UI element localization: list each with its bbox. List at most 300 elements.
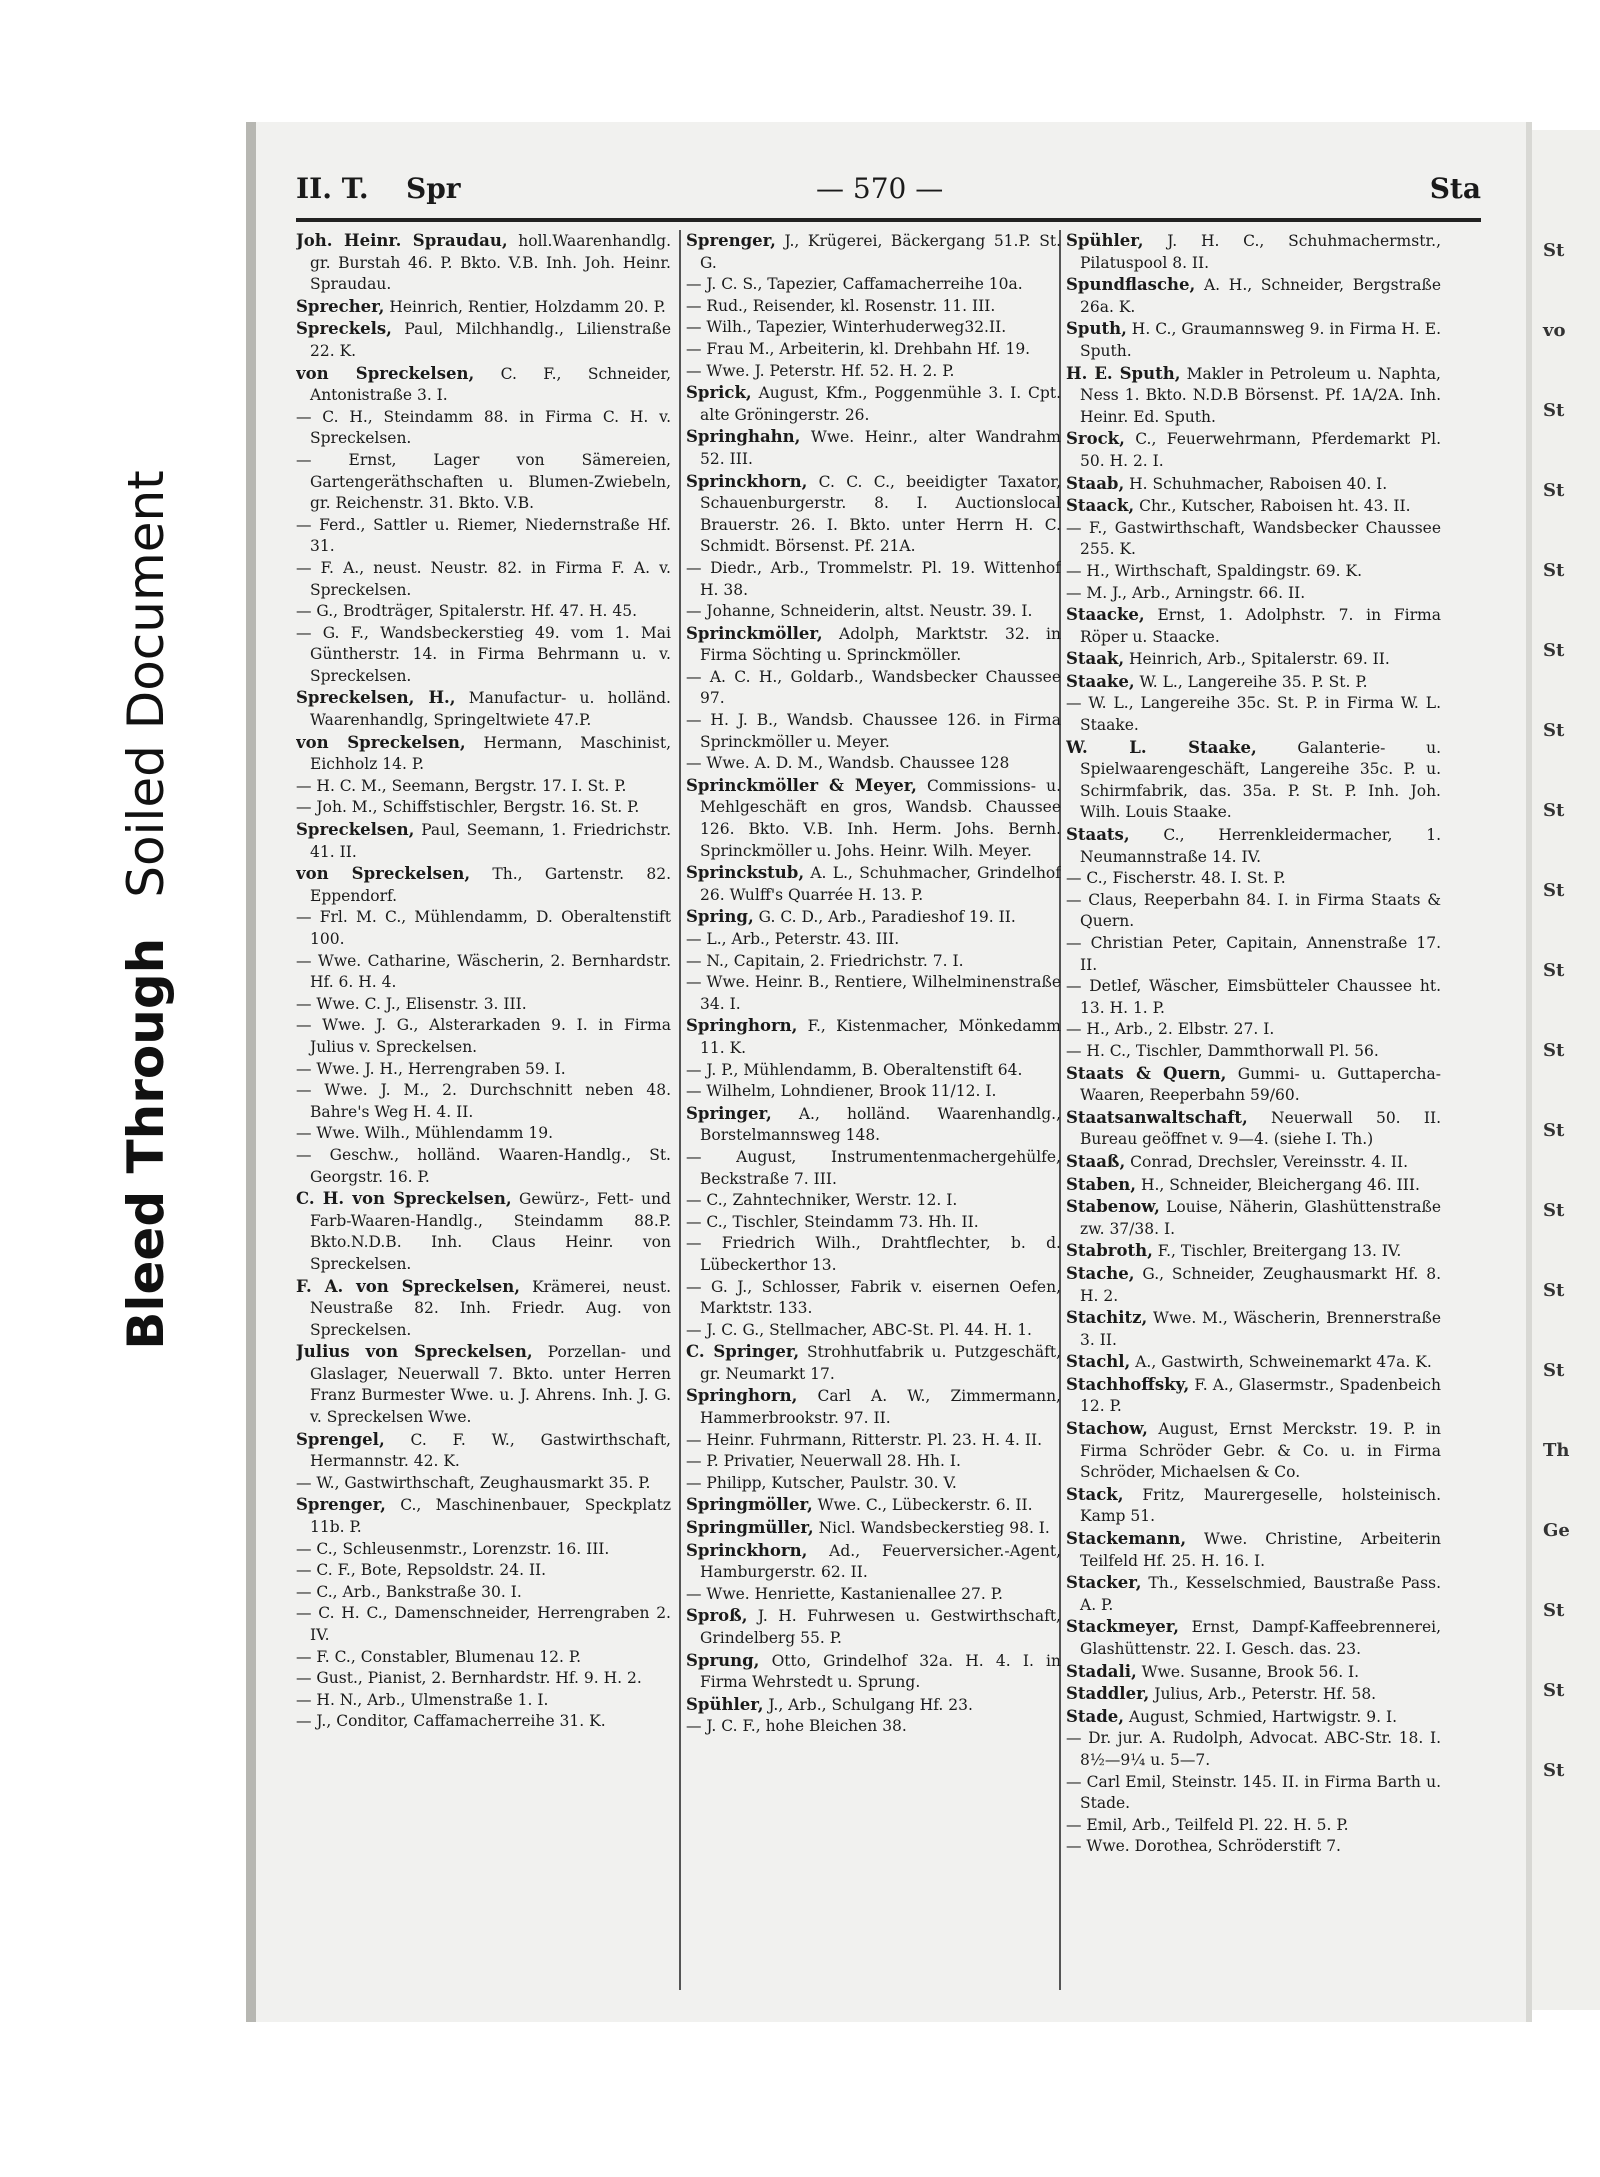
- entry-details: Hermann, Maschinist, Eichholz 14. P.: [310, 733, 671, 774]
- entry-details: — C. F., Bote, Repsoldstr. 24. II.: [296, 1561, 547, 1580]
- directory-entry: [686, 230, 1061, 274]
- directory-entry: [686, 775, 1061, 862]
- entry-name: Stade,: [1066, 1706, 1125, 1726]
- directory-entry: [1066, 1815, 1441, 1837]
- directory-entry: [1066, 1528, 1441, 1572]
- directory-entry: [686, 929, 1061, 951]
- entry-details: J., Arb., Schulgang Hf. 23.: [763, 1695, 973, 1714]
- directory-entry: [686, 1584, 1061, 1606]
- entry-details: — H., Arb., 2. Elbstr. 27. I.: [1066, 1020, 1275, 1039]
- edge-fragment: St: [1543, 400, 1565, 421]
- directory-entry: [296, 776, 671, 798]
- entry-details: — Wwe. J. H., Herrengraben 59. I.: [296, 1059, 566, 1078]
- edge-fragment: St: [1543, 800, 1565, 821]
- entry-details: J., Krügerei, Bäckergang 51.P. St. G.: [700, 232, 1061, 272]
- directory-entry: [686, 1147, 1061, 1190]
- entry-name: Springmüller,: [686, 1518, 814, 1538]
- directory-entry: [1066, 1661, 1441, 1684]
- entry-name: Srock,: [1066, 429, 1125, 449]
- entry-name: Staben,: [1066, 1174, 1137, 1194]
- entry-details: — C., Schleusenmstr., Lorenzstr. 16. III.: [296, 1539, 610, 1558]
- entry-details: — Detlef, Wäscher, Eimsbütteler Chaussee ht. 13. H. 1. P.: [1066, 977, 1441, 1017]
- header-section: II. T.: [296, 172, 369, 205]
- entry-details: Ad., Feuerversicher.-Agent, Hamburgerstr. 62. II.: [700, 1541, 1061, 1582]
- directory-entry: [686, 296, 1061, 318]
- entry-name: Spreckelsen,: [296, 820, 415, 840]
- directory-entry: [1066, 1772, 1441, 1815]
- entry-details: C. C. C., beeidigter Taxator, Schauenburgerstr. 8. I. Auctionslocal Brauerstr. 26. I. Bkto. unter Herrn H. C. Schmidt. Börsenst. Pf. 21A.: [700, 472, 1061, 556]
- header-rule: [296, 218, 1481, 222]
- directory-entry: [686, 274, 1061, 296]
- entry-details: — H. J. B., Wandsb. Chaussee 126. in Firma Sprinckmöller u. Meyer.: [686, 711, 1061, 751]
- directory-entry: [1066, 561, 1441, 583]
- directory-entry: [1066, 583, 1441, 605]
- entry-details: Wwe. M., Wäscherin, Brennerstraße 3. II.: [1080, 1309, 1441, 1349]
- directory-entry: [1066, 1063, 1441, 1107]
- entry-details: — Emil, Arb., Teilfeld Pl. 22. H. 5. P.: [1066, 1815, 1349, 1834]
- edge-fragment: St: [1543, 720, 1565, 741]
- directory-entry: [1066, 1107, 1441, 1151]
- entry-details: C., Herrenkleidermacher, 1. Neumannstraße 14. IV.: [1080, 826, 1441, 866]
- directory-entry: [686, 972, 1061, 1015]
- directory-entry: [686, 1650, 1061, 1694]
- directory-entry: [686, 426, 1061, 470]
- entry-details: — Wwe. C. J., Elisenstr. 3. III.: [296, 994, 527, 1013]
- directory-entry: [686, 1190, 1061, 1212]
- entry-details: — Geschw., holländ. Waaren-Handlg., St. Georgstr. 16. P.: [296, 1145, 671, 1186]
- directory-entry: [686, 667, 1061, 710]
- entry-details: — G. F., Wandsbeckerstieg 49. vom 1. Mai Güntherstr. 14. in Firma Behrmann u. v. Spreckelsen.: [296, 623, 671, 685]
- directory-entry: [296, 994, 671, 1016]
- entry-details: — Joh. M., Schiffstischler, Bergstr. 16. St. P.: [296, 798, 640, 817]
- directory-entry: [296, 1145, 671, 1188]
- directory-entry: [1066, 737, 1441, 824]
- entry-details: — Ernst, Lager von Sämereien, Gartengeräthschaften u. Blumen-Zwiebeln, gr. Reichenstr. 31. Bkto. V.B.: [296, 450, 671, 513]
- entry-details: — G., Brodträger, Spitalerstr. Hf. 47. H. 45.: [296, 602, 638, 621]
- entry-name: Sprinckstub,: [686, 863, 805, 883]
- entry-details: — Diedr., Arb., Trommelstr. Pl. 19. Wittenhof H. 38.: [686, 558, 1061, 599]
- directory-entry: [686, 1015, 1061, 1059]
- edge-fragment: St: [1543, 1360, 1565, 1381]
- directory-entry: [296, 318, 671, 362]
- entry-details: — Wwe. A. D. M., Wandsb. Chaussee 128: [686, 754, 1010, 773]
- entry-name: C. Springer,: [686, 1342, 800, 1362]
- directory-entry: [296, 1711, 671, 1733]
- column-1: [296, 230, 671, 2010]
- directory-entry: [1066, 1836, 1441, 1858]
- entry-details: — Philipp, Kutscher, Paulstr. 30. V.: [686, 1473, 957, 1492]
- entry-details: W. L., Langereihe 35. P. St. P.: [1134, 672, 1368, 691]
- entry-name: Stachhoffsky,: [1066, 1374, 1190, 1394]
- page-number: — 570 —: [816, 172, 944, 205]
- directory-entry: [1066, 824, 1441, 868]
- entry-name: Sprinckmöller & Meyer,: [686, 775, 917, 795]
- entry-details: — Wilh., Tapezier, Winterhuderweg32.II.: [686, 318, 1007, 337]
- edge-fragment: St: [1543, 1600, 1565, 1621]
- entry-details: J. H. C., Schuhmachermstr., Pilatuspool 8. II.: [1080, 232, 1441, 272]
- entry-details: — Wwe. J. Peterstr. Hf. 52. H. 2. P.: [686, 361, 955, 380]
- entry-name: Springhorn,: [686, 1386, 798, 1406]
- directory-entry: [686, 1473, 1061, 1495]
- directory-entry: [686, 1385, 1061, 1429]
- directory-entry: [296, 1690, 671, 1712]
- entry-name: Stackmeyer,: [1066, 1617, 1179, 1637]
- entry-details: — H. C., Tischler, Dammthorwall Pl. 56.: [1066, 1041, 1379, 1060]
- directory-entry: [296, 863, 671, 907]
- entry-name: Sprenger,: [686, 231, 776, 250]
- entry-details: C. F., Schneider, Antonistraße 3. I.: [310, 364, 671, 405]
- entry-details: Ernst, 1. Adolphstr. 7. in Firma Röper u. Staacke.: [1080, 606, 1441, 646]
- directory-entry: [296, 1647, 671, 1669]
- edge-fragment: Th: [1543, 1440, 1570, 1461]
- entry-details: — W., Gastwirthschaft, Zeughausmarkt 35. P.: [296, 1473, 651, 1492]
- edge-fragment: St: [1543, 1040, 1565, 1061]
- directory-entry: [686, 1060, 1061, 1082]
- directory-entry: [1066, 976, 1441, 1019]
- entry-details: — Wwe. J. M., 2. Durchschnitt neben 48. Bahre's Weg H. 4. II.: [296, 1081, 671, 1121]
- entry-details: August, Schmied, Hartwigstr. 9. I.: [1124, 1707, 1397, 1726]
- entry-details: Wwe. Susanne, Brook 56. I.: [1136, 1662, 1360, 1681]
- entry-details: A. H., Schneider, Bergstraße 26a. K.: [1080, 276, 1441, 316]
- edge-fragment: St: [1543, 1680, 1565, 1701]
- directory-entry: [686, 317, 1061, 339]
- directory-entry: [686, 1430, 1061, 1452]
- entry-name: Stabenow,: [1066, 1197, 1160, 1217]
- entry-details: — J. C. G., Stellmacher, ABC-St. Pl. 44. H. 1.: [686, 1320, 1032, 1339]
- directory-entry: [296, 732, 671, 776]
- entry-details: F., Tischler, Breitergang 13. IV.: [1152, 1242, 1402, 1261]
- entry-details: — F. C., Constabler, Blumenau 12. P.: [296, 1647, 582, 1666]
- directory-entry: [1066, 1616, 1441, 1660]
- entry-details: G., Schneider, Zeughausmarkt Hf. 8. H. 2.: [1080, 1264, 1441, 1305]
- directory-entry: [686, 361, 1061, 383]
- directory-entry: [1066, 1351, 1441, 1374]
- entry-details: Adolph, Marktstr. 32. in Firma Söchting u. Sprinckmöller.: [700, 624, 1061, 665]
- entry-details: C. F. W., Gastwirthschaft, Hermannstr. 42. K.: [310, 1430, 671, 1471]
- directory-entry: [1066, 1196, 1441, 1240]
- entry-name: Staacke,: [1066, 605, 1145, 625]
- entry-name: Stachitz,: [1066, 1308, 1148, 1328]
- entry-details: — W. L., Langereihe 35c. St. P. in Firma W. L. Staake.: [1066, 694, 1441, 735]
- side-label: [96, 320, 196, 1500]
- directory-entry: [1066, 1706, 1441, 1729]
- directory-entry: [296, 1123, 671, 1145]
- entry-details: — J. C. S., Tapezier, Caffamacherreihe 10a.: [686, 275, 1023, 294]
- entry-details: H., Schneider, Bleichergang 46. III.: [1136, 1175, 1420, 1194]
- directory-entry: [296, 1276, 671, 1342]
- directory-entry: [296, 1429, 671, 1473]
- directory-entry: [1066, 318, 1441, 362]
- directory-entry: [296, 1015, 671, 1058]
- entry-name: Springer,: [686, 1103, 772, 1123]
- directory-entry: [1066, 1041, 1441, 1063]
- directory-entry: [686, 1277, 1061, 1320]
- directory-entry: [1066, 1174, 1441, 1197]
- directory-entry: [296, 623, 671, 688]
- entry-details: A., holländ. Waarenhandlg., Borstelmannsweg 148.: [700, 1104, 1061, 1145]
- directory-entry: [686, 382, 1061, 426]
- entry-name: Sprick,: [686, 383, 752, 403]
- entry-details: Neuerwall 50. II. Bureau geöffnet v. 9—4. (siehe I. Th.): [1080, 1108, 1441, 1149]
- directory-entry: [1066, 1572, 1441, 1616]
- entry-details: — Wwe. Heinr. B., Rentiere, Wilhelminenstraße 34. I.: [686, 973, 1061, 1013]
- entry-name: Stabroth,: [1066, 1241, 1153, 1261]
- directory-entry: [296, 558, 671, 601]
- entry-details: — Gust., Pianist, 2. Bernhardstr. Hf. 9. H. 2.: [296, 1669, 642, 1688]
- entry-details: Wwe. C., Lübeckerstr. 6. II.: [812, 1496, 1033, 1515]
- entry-name: Springmöller,: [686, 1495, 813, 1515]
- directory-entry: [1066, 933, 1441, 976]
- entry-details: Makler in Petroleum u. Naphta, Ness 1. Bkto. N.D.B Börsenst. Pf. 1A/2A. Inh. Heinr. Ed. Sputh.: [1080, 364, 1441, 426]
- edge-fragment: St: [1543, 480, 1565, 501]
- entry-details: — Friedrich Wilh., Drahtflechter, b. d. Lübeckerthor 13.: [686, 1234, 1061, 1274]
- edge-fragment: St: [1543, 1760, 1565, 1781]
- entry-name: Stadali,: [1066, 1661, 1137, 1681]
- directory-entry: [686, 623, 1061, 667]
- directory-entry: [1066, 1240, 1441, 1263]
- entry-name: Stachl,: [1066, 1352, 1131, 1372]
- directory-entry: [686, 1605, 1061, 1649]
- entry-details: — J., Conditor, Caffamacherreihe 31. K.: [296, 1712, 606, 1731]
- directory-entry: [686, 1694, 1061, 1717]
- entry-name: Staab,: [1066, 473, 1125, 493]
- directory-entry: [686, 558, 1061, 601]
- entry-details: — J. P., Mühlendamm, B. Oberaltenstift 64.: [686, 1060, 1023, 1079]
- entry-name: Staaß,: [1066, 1151, 1126, 1171]
- entry-details: — G. J., Schlosser, Fabrik v. eisernen Oefen, Marktstr. 133.: [686, 1277, 1061, 1318]
- directory-entry: [1066, 890, 1441, 933]
- entry-details: A. L., Schuhmacher, Grindelhof 26. Wulff's Quarrée H. 13. P.: [700, 864, 1061, 904]
- entry-details: G. C. D., Arb., Paradieshof 19. II.: [753, 908, 1016, 927]
- directory-entry: [686, 710, 1061, 753]
- directory-entry: [686, 753, 1061, 775]
- entry-details: — C., Arb., Bankstraße 30. I.: [296, 1582, 522, 1601]
- entry-details: — J. C. F., hohe Bleichen 38.: [686, 1717, 907, 1736]
- entry-name: Julius von Spreckelsen,: [296, 1342, 533, 1362]
- directory-entry: [1066, 1151, 1441, 1174]
- directory-entry: [1066, 428, 1441, 472]
- entry-name: von Spreckelsen,: [296, 732, 466, 752]
- directory-entry: [1066, 1374, 1441, 1418]
- directory-entry: [686, 1716, 1061, 1738]
- entry-details: Nicl. Wandsbeckerstieg 98. I.: [813, 1519, 1050, 1538]
- entry-details: Conrad, Drechsler, Vereinsstr. 4. II.: [1125, 1152, 1409, 1171]
- directory-entry: [296, 407, 671, 450]
- entry-details: — H. N., Arb., Ulmenstraße 1. I.: [296, 1690, 549, 1709]
- directory-entry: [1066, 648, 1441, 671]
- header-left-keyword: Spr: [406, 172, 461, 205]
- directory-entry: [296, 1539, 671, 1561]
- directory-entry: [296, 797, 671, 819]
- header-right-keyword: Sta: [1429, 172, 1481, 205]
- entry-details: — Wwe. Wilh., Mühlendamm 19.: [296, 1124, 554, 1143]
- directory-entry: [686, 1233, 1061, 1276]
- entry-details: — A. C. H., Goldarb., Wandsbecker Chaussee 97.: [686, 667, 1061, 708]
- entry-details: — Wwe. Dorothea, Schröderstift 7.: [1066, 1837, 1341, 1856]
- entry-name: Sprinckhorn,: [686, 471, 808, 491]
- entry-details: Gewürz-, Fett- und Farb-Waaren-Handlg., Steindamm 88.P. Bkto.N.D.B. Inh. Claus Heinr. von Spreckelsen.: [310, 1190, 671, 1273]
- directory-entry: [296, 1059, 671, 1081]
- side-label-bleed: Bleed Through: [117, 937, 176, 1350]
- directory-entry: [686, 1451, 1061, 1473]
- entry-details: Krämerei, neust. Neustraße 82. Inh. Friedr. Aug. von Spreckelsen.: [310, 1277, 671, 1339]
- directory-entry: [1066, 604, 1441, 648]
- entry-details: — Claus, Reeperbahn 84. I. in Firma Staats & Quern.: [1066, 890, 1441, 931]
- entry-details: Th., Kesselschmied, Baustraße Pass. A. P.: [1080, 1574, 1441, 1614]
- entry-details: — Ferd., Sattler u. Riemer, Niedernstraße Hf. 31.: [296, 515, 671, 556]
- directory-entry: [296, 687, 671, 731]
- entry-name: Staddler,: [1066, 1684, 1150, 1704]
- directory-entry: [686, 862, 1061, 906]
- entry-details: A., Gastwirth, Schweinemarkt 47a. K.: [1130, 1353, 1432, 1372]
- entry-details: — C., Zahntechniker, Werstr. 12. I.: [686, 1191, 958, 1210]
- column-2: [686, 230, 1061, 2010]
- directory-entry: [1066, 473, 1441, 496]
- entry-name: von Spreckelsen,: [296, 363, 475, 383]
- page-header: [296, 172, 1481, 212]
- directory-entry: [296, 1188, 671, 1275]
- directory-entry: [296, 1494, 671, 1538]
- entry-name: Spreckels,: [296, 319, 392, 339]
- entry-details: Louise, Näherin, Glashüttenstraße zw. 37/38. I.: [1080, 1198, 1441, 1238]
- entry-details: — Frl. M. C., Mühlendamm, D. Oberaltenstift 100.: [296, 908, 671, 948]
- entry-details: Paul, Milchhandlg., Lilienstraße 22. K.: [310, 320, 671, 360]
- entry-details: — Wwe. Henriette, Kastanienallee 27. P.: [686, 1584, 1003, 1603]
- directory-entry: [296, 1341, 671, 1428]
- directory-entry: [1066, 1728, 1441, 1771]
- entry-name: C. H. von Spreckelsen,: [296, 1189, 512, 1209]
- entry-details: August, Kfm., Poggenmühle 3. I. Cpt. alte Gröningerstr. 26.: [700, 384, 1061, 424]
- directory-entry: [686, 1103, 1061, 1147]
- directory-entry: [296, 907, 671, 950]
- directory-entry: [296, 1560, 671, 1582]
- entry-details: Ernst, Dampf-Kaffeebrennerei, Glashüttenstr. 22. I. Gesch. das. 23.: [1080, 1618, 1441, 1658]
- directory-entry: [296, 1582, 671, 1604]
- entry-details: Wwe. Christine, Arbeiterin Teilfeld Hf. 25. H. 16. I.: [1080, 1530, 1441, 1570]
- entry-details: — M. J., Arb., Arningstr. 66. II.: [1066, 583, 1306, 602]
- entry-name: W. L. Staake,: [1066, 737, 1257, 757]
- entry-details: — Heinr. Fuhrmann, Ritterstr. Pl. 23. H. 4. II.: [686, 1430, 1042, 1449]
- entry-name: Spreckelsen, H.,: [296, 688, 456, 708]
- directory-entry: [686, 906, 1061, 929]
- directory-entry: [686, 1341, 1061, 1385]
- directory-entry: [296, 230, 671, 296]
- edge-fragment: St: [1543, 960, 1565, 981]
- entry-details: — C. H., Steindamm 88. in Firma C. H. v. Spreckelsen.: [296, 407, 671, 448]
- edge-fragment: St: [1543, 880, 1565, 901]
- entry-details: — Frau M., Arbeiterin, kl. Drehbahn Hf. 19.: [686, 339, 1031, 358]
- entry-name: Staake,: [1066, 671, 1135, 691]
- edge-fragment: St: [1543, 1280, 1565, 1301]
- directory-entry: [296, 601, 671, 623]
- edge-fragment: Ge: [1543, 1520, 1570, 1541]
- entry-name: Sputh,: [1066, 319, 1127, 339]
- entry-name: Joh. Heinr. Spraudau,: [296, 231, 508, 250]
- edge-fragment: vo: [1543, 320, 1566, 341]
- side-label-soiled: Soiled Document: [117, 470, 176, 898]
- entry-name: Sprinckmöller,: [686, 623, 823, 643]
- entry-details: Gummi- u. Guttapercha-Waaren, Reeperbahn 59/60.: [1080, 1064, 1441, 1105]
- entry-details: Strohhutfabrik u. Putzgeschäft, gr. Neumarkt 17.: [700, 1343, 1061, 1383]
- entry-name: F. A. von Spreckelsen,: [296, 1276, 521, 1296]
- entry-details: — L., Arb., Peterstr. 43. III.: [686, 930, 900, 948]
- directory-entry: [1066, 671, 1441, 694]
- directory-entry: [686, 1212, 1061, 1234]
- entry-name: Staats,: [1066, 825, 1130, 845]
- entry-details: Heinrich, Arb., Spitalerstr. 69. II.: [1124, 650, 1390, 669]
- directory-entry: [296, 450, 671, 515]
- directory-entry: [296, 296, 671, 319]
- entry-name: Spring,: [686, 907, 754, 927]
- directory-entry: [1066, 1263, 1441, 1307]
- entry-details: — F. A., neust. Neustr. 82. in Firma F. A. v. Spreckelsen.: [296, 558, 671, 599]
- directory-entry: [686, 471, 1061, 558]
- entry-details: Carl A. W., Zimmermann, Hammerbrookstr. 97. II.: [700, 1387, 1061, 1428]
- entry-details: Fritz, Maurergeselle, holsteinisch. Kamp 51.: [1080, 1485, 1441, 1526]
- directory-entry: [686, 601, 1061, 623]
- entry-details: — Rud., Reisender, kl. Rosenstr. 11. III.: [686, 296, 996, 315]
- edge-fragment: St: [1543, 1200, 1565, 1221]
- directory-entry: [1066, 868, 1441, 890]
- entry-name: Stache,: [1066, 1263, 1135, 1283]
- entry-name: von Spreckelsen,: [296, 864, 471, 884]
- directory-entry: [1066, 1683, 1441, 1706]
- column-divider: [679, 230, 681, 1990]
- directory-entry: [296, 1080, 671, 1123]
- entry-name: Sprung,: [686, 1650, 760, 1670]
- directory-entry: [1066, 693, 1441, 736]
- directory-entry: [1066, 1307, 1441, 1351]
- entry-details: — Wwe. J. G., Alsterarkaden 9. I. in Firma Julius v. Spreckelsen.: [296, 1016, 671, 1056]
- column-3: [1066, 230, 1441, 2010]
- directory-entry: [686, 1081, 1061, 1103]
- entry-name: Spundflasche,: [1066, 275, 1196, 295]
- entry-name: Springhorn,: [686, 1016, 798, 1036]
- entry-details: — N., Capitain, 2. Friedrichstr. 7. I.: [686, 951, 964, 970]
- directory-entry: [1066, 1418, 1441, 1484]
- directory-entry: [686, 951, 1061, 973]
- directory-entry: [1066, 518, 1441, 561]
- entry-details: Galanterie- u. Spielwaarengeschäft, Langereihe 35c. P. u. Schirmfabrik, das. 35a. P. St. P. Inh. Joh. Wilh. Louis Staake.: [1080, 738, 1441, 822]
- entry-name: Springhahn,: [686, 427, 801, 447]
- directory-entry: [296, 515, 671, 558]
- directory-entry: [296, 363, 671, 407]
- entry-details: — H. C. M., Seemann, Bergstr. 17. I. St. P.: [296, 776, 627, 795]
- entry-details: Paul, Seemann, 1. Friedrichstr. 41. II.: [310, 821, 671, 861]
- entry-details: C., Maschinenbauer, Speckplatz 11b. P.: [310, 1496, 671, 1537]
- entry-details: Commissions- u. Mehlgeschäft en gros, Wandsb. Chaussee 126. Bkto. V.B. Inh. Herm. Johs. Bernh. Sprinckmöller u. Johs. Heinr. Wilh. Meyer.: [700, 776, 1061, 860]
- entry-details: Porzellan- und Glaslager, Neuerwall 7. Bkto. unter Herren Franz Burmester Wwe. u. J. Ahrens. Inh. J. G. v. Spreckelsen Wwe.: [310, 1343, 671, 1427]
- entry-name: Staatsanwaltschaft,: [1066, 1107, 1248, 1127]
- entry-details: — C. H. C., Damenschneider, Herrengraben 2. IV.: [296, 1604, 671, 1644]
- directory-page: [246, 122, 1526, 2022]
- entry-details: Chr., Kutscher, Raboisen ht. 43. II.: [1134, 497, 1411, 516]
- entry-name: Sprengel,: [296, 1429, 385, 1449]
- directory-entry: [1066, 1484, 1441, 1528]
- directory-entry: [686, 1320, 1061, 1342]
- entry-name: Staak,: [1066, 649, 1125, 669]
- entry-name: Spühler,: [1066, 231, 1144, 250]
- entry-details: F. A., Glasermstr., Spadenbeich 12. P.: [1080, 1375, 1441, 1416]
- entry-details: — H., Wirthschaft, Spaldingstr. 69. K.: [1066, 561, 1362, 580]
- entry-details: holl.Waarenhandlg. gr. Burstah 46. P. Bkto. V.B. Inh. Joh. Heinr. Spraudau.: [310, 232, 671, 294]
- entry-name: Sprecher,: [296, 296, 385, 316]
- entry-name: Stacker,: [1066, 1573, 1142, 1593]
- directory-entry: [686, 339, 1061, 361]
- entry-name: Staats & Quern,: [1066, 1063, 1227, 1083]
- entry-details: — Wilhelm, Lohndiener, Brook 11/12. I.: [686, 1082, 997, 1101]
- entry-details: — C., Fischerstr. 48. I. St. P.: [1066, 869, 1286, 888]
